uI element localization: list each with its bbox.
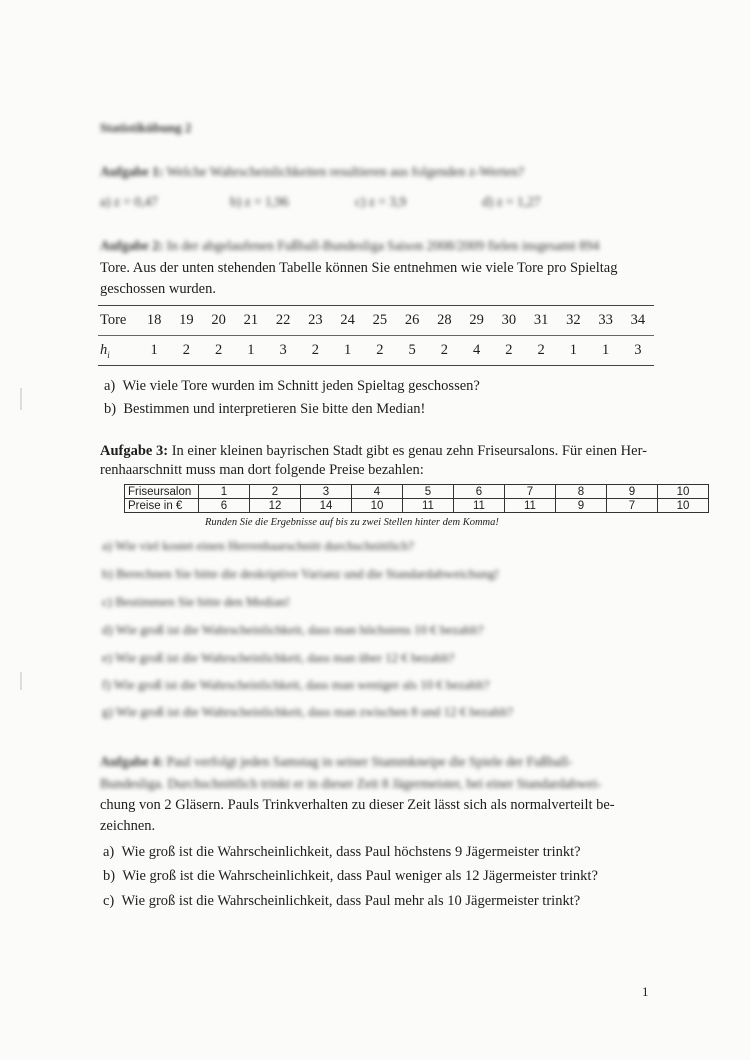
frequency-cell: 1 bbox=[344, 342, 352, 358]
frequency-cell: 1 bbox=[602, 342, 610, 358]
goals-cell: 25 bbox=[372, 312, 388, 328]
price-cell: 9 bbox=[556, 499, 607, 513]
salon-cell: 2 bbox=[250, 485, 301, 499]
task1-heading bbox=[100, 164, 524, 180]
salon-cell: 1 bbox=[199, 485, 250, 499]
salon-cell: 7 bbox=[505, 485, 556, 499]
price-table-row bbox=[125, 499, 709, 513]
task2-heading bbox=[100, 238, 599, 254]
salon-cell: 4 bbox=[352, 485, 403, 499]
price-cell: 11 bbox=[505, 499, 556, 513]
salon-cell: 8 bbox=[556, 485, 607, 499]
price-cell: 11 bbox=[403, 499, 454, 513]
rounding-note: Runden Sie die Ergebnisse auf bis zu zwei Stellen hinter dem Komma! bbox=[205, 517, 499, 528]
task4-question bbox=[103, 868, 598, 885]
goals-cell: 29 bbox=[469, 312, 484, 328]
scan-mark bbox=[20, 672, 22, 690]
question-text: Wie viele Tore wurden im Schnitt jeden Spieltag geschossen? bbox=[122, 378, 480, 394]
frequency-cell: 2 bbox=[182, 342, 190, 358]
task3-question: a) Wie viel kostet einen Herrenhaarschnitt durchschnittlich? bbox=[102, 538, 414, 553]
task1-item: d) z = 1,27 bbox=[482, 194, 541, 209]
task1-label: Aufgabe 1: bbox=[100, 164, 164, 179]
price-cell: 10 bbox=[352, 499, 403, 513]
price-row-header: Preise in € bbox=[125, 499, 199, 513]
frequency-cell: 3 bbox=[279, 342, 287, 358]
task3-question: c) Bestimmen Sie bitte den Median! bbox=[102, 594, 291, 609]
frequency-cell: 2 bbox=[537, 342, 545, 358]
task2-question bbox=[104, 378, 480, 395]
task4-line3: chung von 2 Gläsern. Pauls Trinkverhalten zu dieser Zeit lässt sich als normalverteilt be- bbox=[100, 797, 615, 813]
goals-cell: 34 bbox=[630, 312, 646, 328]
question-label: a) bbox=[103, 844, 115, 860]
frequency-cell: 3 bbox=[634, 342, 642, 358]
question-label: c) bbox=[103, 893, 115, 909]
goals-row-header: Tore bbox=[100, 312, 127, 328]
goals-table-row bbox=[98, 336, 654, 365]
task3-question: b) Berechnen Sie bitte die deskriptive Varianz und die Standardabweichung! bbox=[102, 566, 500, 581]
task2-line2: Tore. Aus der unten stehenden Tabelle können Sie entnehmen wie viele Tore pro Spieltag bbox=[100, 260, 618, 276]
task4-question bbox=[103, 844, 581, 861]
task3-line2: renhaarschnitt muss man dort folgende Preise bezahlen: bbox=[100, 462, 424, 478]
page-number: 1 bbox=[642, 984, 649, 999]
task2-line1: In der abgelaufenen Fußball-Bundesliga Saison 2008/2009 fielen insgesamt 894 bbox=[166, 238, 600, 253]
question-text: Wie groß ist die Wahrscheinlichkeit, dass Paul weniger als 12 Jägermeister trinkt? bbox=[122, 868, 598, 884]
price-cell: 6 bbox=[199, 499, 250, 513]
task1-item: c) z = 3,9 bbox=[355, 194, 407, 209]
goals-cell: 32 bbox=[566, 312, 581, 328]
price-cell: 7 bbox=[607, 499, 658, 513]
question-text: Bestimmen und interpretieren Sie bitte den Median! bbox=[123, 401, 426, 417]
scan-mark bbox=[20, 388, 22, 410]
goals-cell: 21 bbox=[243, 312, 259, 328]
question-label: b) bbox=[104, 401, 117, 417]
question-label: b) bbox=[103, 868, 116, 884]
task3-heading bbox=[100, 443, 647, 460]
goals-cell: 26 bbox=[404, 312, 420, 328]
goals-cell: 24 bbox=[340, 312, 355, 328]
goals-cell: 23 bbox=[308, 312, 323, 328]
salon-cell: 9 bbox=[607, 485, 658, 499]
frequency-cell: 2 bbox=[376, 342, 384, 358]
task3-question: f) Wie groß ist die Wahrscheinlichkeit, dass man weniger als 10 € bezahlt? bbox=[102, 677, 490, 692]
price-cell: 11 bbox=[454, 499, 505, 513]
task4-line2: Bundesliga. Durchschnittlich trinkt er in dieser Zeit 8 Jägermeister, bei einer Standardabwei- bbox=[100, 776, 602, 791]
task1-text: Welche Wahrscheinlichkeiten resultieren aus folgenden z-Werten? bbox=[166, 164, 524, 179]
task4-line1: Paul verfolgt jeden Samstag in seiner Stammkneipe die Spiele der Fußball- bbox=[166, 754, 573, 769]
task4-heading bbox=[100, 754, 572, 770]
task2-line3: geschossen wurden. bbox=[100, 281, 216, 297]
frequency-symbol: h bbox=[100, 341, 108, 358]
frequency-cell: 5 bbox=[408, 342, 416, 358]
task3-question: e) Wie groß ist die Wahrscheinlichkeit, dass man über 12 € bezahlt? bbox=[102, 650, 455, 665]
task2-question bbox=[104, 401, 425, 418]
price-table-row bbox=[125, 485, 709, 499]
task2-label: Aufgabe 2: bbox=[100, 238, 164, 253]
price-cell: 14 bbox=[301, 499, 352, 513]
goals-cell: 30 bbox=[501, 312, 517, 328]
question-text: Wie groß ist die Wahrscheinlichkeit, dass Paul höchstens 9 Jägermeister trinkt? bbox=[121, 844, 581, 860]
task1-item: b) z = 1,96 bbox=[230, 194, 289, 209]
goals-cell: 19 bbox=[179, 312, 194, 328]
frequency-row-header bbox=[98, 342, 138, 360]
task3-label: Aufgabe 3: bbox=[100, 443, 169, 459]
price-table bbox=[124, 484, 709, 513]
goals-cell: 33 bbox=[598, 312, 613, 328]
goals-table bbox=[98, 305, 654, 366]
frequency-cell: 2 bbox=[215, 342, 223, 358]
goals-cell: 22 bbox=[275, 312, 291, 328]
task1-item: a) z = 0,47 bbox=[100, 194, 158, 209]
goals-cell: 31 bbox=[533, 312, 549, 328]
task4-label: Aufgabe 4: bbox=[100, 754, 164, 769]
frequency-subscript: i bbox=[107, 349, 110, 360]
document-title: Statistikübung 2 bbox=[100, 120, 192, 135]
salon-cell: 10 bbox=[658, 485, 709, 499]
frequency-cell: 1 bbox=[247, 342, 255, 358]
frequency-cell: 1 bbox=[150, 342, 158, 358]
question-label: a) bbox=[104, 378, 116, 394]
frequency-cell: 1 bbox=[569, 342, 577, 358]
salon-row-header: Friseursalon bbox=[125, 485, 199, 499]
question-text: Wie groß ist die Wahrscheinlichkeit, dass Paul mehr als 10 Jägermeister trinkt? bbox=[121, 893, 581, 909]
frequency-cell: 2 bbox=[440, 342, 448, 358]
task4-line4: zeichnen. bbox=[100, 818, 156, 834]
price-cell: 10 bbox=[658, 499, 709, 513]
task3-question: d) Wie groß ist die Wahrscheinlichkeit, dass man höchstens 10 € bezahlt? bbox=[102, 622, 484, 637]
task4-question bbox=[103, 893, 580, 910]
task3-question: g) Wie groß ist die Wahrscheinlichkeit, dass man zwischen 8 und 12 € bezahlt? bbox=[102, 704, 513, 719]
goals-cell: 18 bbox=[146, 312, 162, 328]
frequency-cell: 2 bbox=[505, 342, 513, 358]
goals-cell: 28 bbox=[437, 312, 452, 328]
task3-line1: In einer kleinen bayrischen Stadt gibt es genau zehn Friseursalons. Für einen Her- bbox=[171, 443, 647, 459]
frequency-cell: 4 bbox=[473, 342, 481, 358]
salon-cell: 6 bbox=[454, 485, 505, 499]
goals-table-row bbox=[98, 306, 654, 336]
price-cell: 12 bbox=[250, 499, 301, 513]
salon-cell: 3 bbox=[301, 485, 352, 499]
frequency-cell: 2 bbox=[311, 342, 319, 358]
goals-cell: 20 bbox=[211, 312, 226, 328]
salon-cell: 5 bbox=[403, 485, 454, 499]
